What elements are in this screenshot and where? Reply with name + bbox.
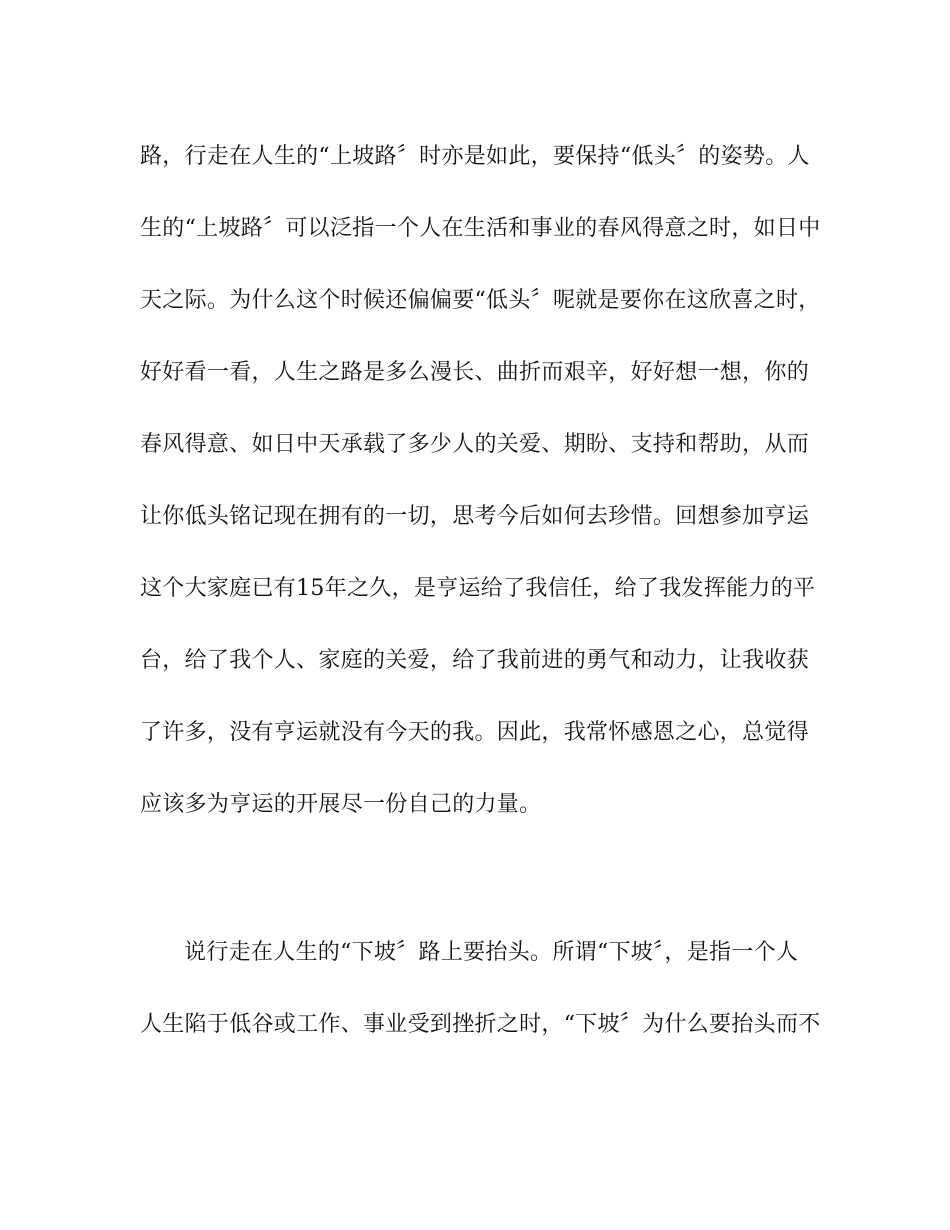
paragraph-line: 好好看一看，人生之路是多么漫长、曲折而艰辛，好好想一想，你的 <box>140 360 810 385</box>
paragraph-line: 生的“上坡路〞可以泛指一个人在生活和事业的春风得意之时，如日中 <box>140 216 821 241</box>
paragraph-line: 台，给了我个人、家庭的关爱，给了我前进的勇气和动力，让我收获 <box>140 648 810 673</box>
paragraph-line: 这个大家庭已有15年之久，是亨运给了我信任，给了我发挥能力的平 <box>140 576 816 601</box>
paragraph-line: 应该多为亨运的开展尽一份自己的力量。 <box>140 792 542 817</box>
paragraph-line: 春风得意、如日中天承载了多少人的关爱、期盼、支持和帮助，从而 <box>140 432 810 457</box>
paragraph-line: 天之际。为什么这个时候还偏偏要“低头〞呢就是要你在这欣喜之时， <box>140 288 821 313</box>
paragraph-line: 了许多，没有亨运就没有今天的我。因此，我常怀感恩之心，总觉得 <box>140 720 810 745</box>
paragraph-line: 路，行走在人生的“上坡路〞时亦是如此，要保持“低头〞的姿势。人 <box>140 144 810 169</box>
paragraph-line: 人生陷于低谷或工作、事业受到挫折之时，“下坡〞为什么要抬头而不 <box>140 1012 821 1037</box>
paragraph-line: 说行走在人生的“下坡〞路上要抬头。所谓“下坡〞，是指一个人 <box>184 940 799 965</box>
paragraph-line: 让你低头铭记现在拥有的一切，思考今后如何去珍惜。回想参加亨运 <box>140 504 810 529</box>
